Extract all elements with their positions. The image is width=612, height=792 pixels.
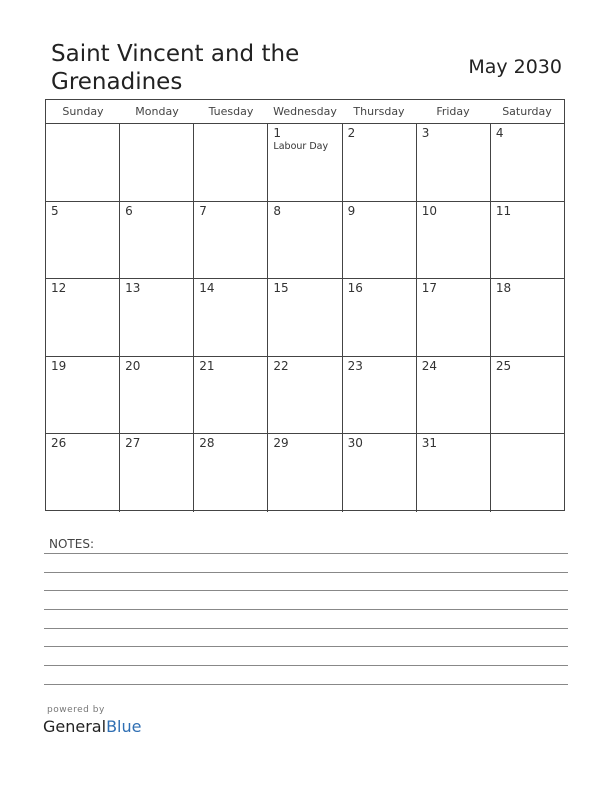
note-line	[44, 646, 568, 647]
day-number: 15	[273, 281, 289, 296]
day-number: 17	[421, 281, 437, 296]
week-row-1	[46, 124, 564, 202]
day-cell	[268, 202, 342, 279]
day-number: 6	[125, 203, 133, 218]
day-cell	[491, 357, 564, 434]
note-line	[44, 553, 568, 554]
weekday-tuesday: Tuesday	[208, 105, 254, 118]
day-cell	[343, 124, 417, 201]
day-number: 10	[421, 203, 437, 218]
note-line	[44, 572, 568, 573]
day-number: 18	[495, 281, 512, 296]
day-cell	[194, 279, 268, 356]
day-cell	[268, 124, 342, 201]
day-number: 9	[347, 203, 356, 218]
brand-blue: Blue	[106, 717, 142, 736]
day-number: 23	[347, 358, 363, 373]
day-number: 5	[51, 203, 59, 218]
day-number: 11	[495, 203, 512, 218]
day-cell	[343, 434, 417, 512]
day-cell	[46, 202, 120, 279]
week-row-2	[46, 202, 564, 280]
day-cell	[46, 357, 120, 434]
day-cell	[120, 279, 194, 356]
day-cell	[417, 202, 491, 279]
day-number: 27	[125, 436, 141, 451]
day-cell	[194, 124, 268, 201]
day-number: 2	[347, 126, 356, 140]
note-line	[44, 609, 568, 610]
day-cell	[417, 124, 491, 201]
day-cell	[343, 202, 417, 279]
day-cell	[491, 202, 564, 279]
weekday-sunday: Sunday	[62, 105, 104, 118]
day-number: 16	[347, 281, 363, 296]
holiday-label: Labour Day	[273, 141, 329, 152]
weekday-friday: Friday	[436, 105, 470, 118]
day-number: 22	[273, 358, 289, 373]
day-number: 19	[51, 358, 67, 373]
day-number: 31	[421, 436, 437, 451]
day-cell	[268, 279, 342, 356]
day-cell	[46, 434, 120, 512]
country-title-line2: Grenadines	[51, 69, 183, 95]
weekday-monday: Monday	[135, 105, 179, 118]
day-number: 1	[273, 126, 282, 140]
day-number: 3	[421, 126, 430, 140]
notes-label: NOTES:	[49, 537, 94, 551]
note-line	[44, 684, 568, 685]
day-cell	[46, 279, 120, 356]
day-cell	[417, 434, 491, 512]
day-number: 21	[199, 358, 215, 373]
day-number: 13	[125, 281, 141, 296]
day-number: 29	[273, 436, 289, 451]
note-line	[44, 665, 568, 666]
day-cell	[491, 434, 564, 512]
day-number: 20	[125, 358, 141, 373]
month-title: May 2030	[468, 56, 562, 78]
day-cell	[120, 434, 194, 512]
day-cell	[120, 124, 194, 201]
calendar-grid	[45, 99, 565, 511]
powered-by-text: powered by	[47, 705, 105, 715]
weekday-header-row	[46, 100, 564, 124]
day-cell	[417, 357, 491, 434]
day-number: 25	[495, 358, 512, 373]
week-row-4	[46, 357, 564, 435]
weekday-saturday: Saturday	[502, 105, 552, 118]
day-number: 4	[495, 126, 504, 140]
day-cell	[120, 357, 194, 434]
day-cell	[268, 434, 342, 512]
generalblue-logo	[43, 717, 141, 736]
day-cell	[46, 124, 120, 201]
country-title-line1: Saint Vincent and the	[51, 41, 300, 67]
day-number: 8	[273, 203, 282, 218]
country-title	[51, 40, 371, 96]
day-number: 7	[199, 203, 207, 218]
note-line	[44, 628, 568, 629]
weekday-thursday: Thursday	[353, 105, 405, 118]
weekday-wednesday: Wednesday	[273, 105, 337, 118]
day-cell	[343, 357, 417, 434]
day-number: 14	[199, 281, 215, 296]
day-cell	[194, 357, 268, 434]
week-row-5	[46, 434, 564, 512]
day-cell	[268, 357, 342, 434]
day-cell	[491, 279, 564, 356]
day-number: 28	[199, 436, 215, 451]
day-number: 12	[51, 281, 67, 296]
day-cell	[491, 124, 564, 201]
week-row-3	[46, 279, 564, 357]
day-cell	[120, 202, 194, 279]
day-number: 26	[51, 436, 67, 451]
day-cell	[194, 434, 268, 512]
day-cell	[343, 279, 417, 356]
brand-general: General	[43, 717, 107, 736]
day-number: 30	[347, 436, 363, 451]
note-line	[44, 590, 568, 591]
day-cell	[417, 279, 491, 356]
day-number: 24	[421, 358, 437, 373]
day-cell	[194, 202, 268, 279]
